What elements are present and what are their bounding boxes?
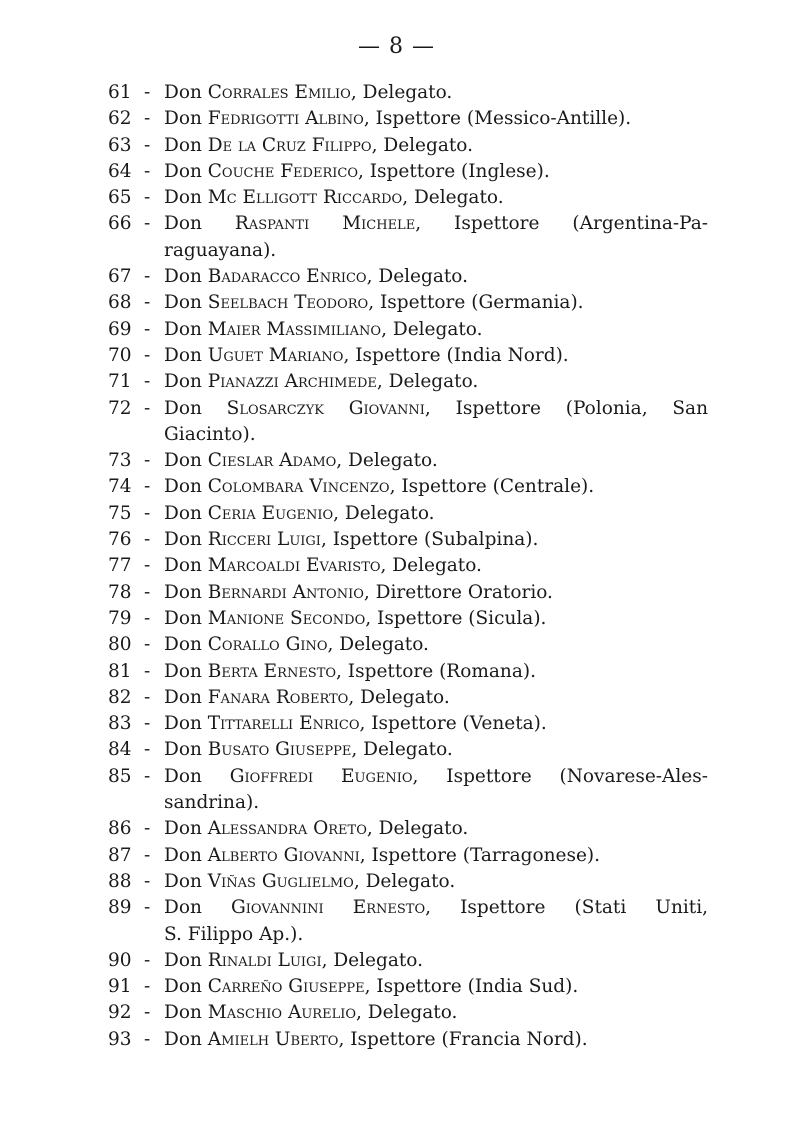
entry-dash: - bbox=[144, 187, 151, 209]
list-item bbox=[108, 711, 708, 737]
entry-name: Mc Elligott Riccardo bbox=[207, 187, 403, 209]
entry-line bbox=[164, 843, 708, 869]
entry-role: , Ispettore (Argentina-Pa- bbox=[415, 213, 708, 235]
entry-text bbox=[164, 948, 708, 974]
list-item bbox=[108, 211, 708, 264]
entry-number: 78 bbox=[108, 581, 132, 603]
entry-number: 77 bbox=[108, 555, 132, 577]
list-item bbox=[108, 80, 708, 106]
list-item bbox=[108, 317, 708, 343]
entry-title: Don bbox=[164, 897, 202, 919]
entry-dash: - bbox=[144, 870, 151, 892]
entry-name: Giovannini Ernesto bbox=[230, 897, 426, 919]
list-item bbox=[108, 816, 708, 842]
entry-number: 87 bbox=[108, 844, 132, 866]
entry-text bbox=[164, 317, 708, 343]
entry-line bbox=[164, 685, 708, 711]
entry-name: Ricceri Luigi bbox=[207, 529, 321, 551]
list-item bbox=[108, 659, 708, 685]
list-item bbox=[108, 632, 708, 658]
entry-line bbox=[164, 106, 708, 132]
entry-title: Don bbox=[164, 344, 202, 366]
entry-text bbox=[164, 553, 708, 579]
list-item bbox=[108, 1000, 708, 1026]
entry-text bbox=[164, 632, 708, 658]
entry-line bbox=[164, 80, 708, 106]
entry-title: Don bbox=[164, 134, 202, 156]
entry-role: , Delegato. bbox=[381, 318, 483, 340]
entry-role: , Ispettore (Sicula). bbox=[365, 607, 547, 629]
entry-role: , Ispettore (Veneta). bbox=[359, 713, 547, 735]
entry-title: Don bbox=[164, 686, 202, 708]
entry-line bbox=[164, 895, 708, 921]
entry-role: , Delegato. bbox=[402, 187, 504, 209]
entry-role: , Delegato. bbox=[336, 450, 438, 472]
entry-name: Bernardi Antonio bbox=[207, 581, 364, 603]
entry-name: Colombara Vincenzo bbox=[207, 476, 390, 498]
list-item bbox=[108, 185, 708, 211]
entry-continuation: Giacinto). bbox=[164, 423, 256, 445]
list-item bbox=[108, 843, 708, 869]
entry-role: , Ispettore (Tarragonese). bbox=[359, 844, 601, 866]
entry-role: , Ispettore (India Sud). bbox=[364, 976, 579, 998]
list-item bbox=[108, 501, 708, 527]
entry-title: Don bbox=[164, 634, 202, 656]
entry-dash: - bbox=[144, 292, 151, 314]
entry-line bbox=[164, 369, 708, 395]
entry-role: , Delegato. bbox=[380, 555, 482, 577]
list-item bbox=[108, 290, 708, 316]
entry-dash: - bbox=[144, 739, 151, 761]
entry-text bbox=[164, 895, 708, 948]
entry-name: Rinaldi Luigi bbox=[207, 949, 322, 971]
entry-line bbox=[164, 211, 708, 237]
entry-line bbox=[164, 159, 708, 185]
entry-number: 70 bbox=[108, 344, 132, 366]
list-item bbox=[108, 685, 708, 711]
entry-text bbox=[164, 80, 708, 106]
entry-line bbox=[164, 632, 708, 658]
entry-name: Marcoaldi Evaristo bbox=[207, 555, 381, 577]
entry-text bbox=[164, 396, 708, 449]
entry-role: , Delegato. bbox=[371, 134, 474, 156]
entry-dash: - bbox=[144, 529, 151, 551]
list-item bbox=[108, 264, 708, 290]
entry-dash: - bbox=[144, 82, 151, 103]
entry-number: 73 bbox=[108, 450, 132, 472]
entry-role: , Delegato. bbox=[350, 82, 453, 103]
list-item bbox=[108, 133, 708, 159]
entry-dash: - bbox=[144, 344, 151, 366]
entry-name: Corrales Emilio bbox=[207, 82, 351, 103]
entry-title: Don bbox=[164, 266, 202, 288]
list-item bbox=[108, 869, 708, 895]
entry-number: 84 bbox=[108, 739, 132, 761]
entry-dash: - bbox=[144, 634, 151, 656]
entry-line bbox=[164, 343, 708, 369]
entry-text bbox=[164, 106, 708, 132]
entry-title: Don bbox=[164, 187, 202, 209]
entry-name: Cieslar Adamo bbox=[207, 450, 337, 472]
entry-dash: - bbox=[144, 160, 151, 182]
entry-dash: - bbox=[144, 213, 151, 235]
entry-text bbox=[164, 580, 708, 606]
entry-name: Alberto Giovanni bbox=[207, 844, 360, 866]
entry-number: 69 bbox=[108, 318, 132, 340]
entry-name: Amielh Uberto bbox=[207, 1028, 339, 1050]
list-item bbox=[108, 974, 708, 1000]
entry-text bbox=[164, 185, 708, 211]
entry-dash: - bbox=[144, 686, 151, 708]
entry-dash: - bbox=[144, 397, 151, 419]
list-item bbox=[108, 895, 708, 948]
entry-dash: - bbox=[144, 1002, 151, 1024]
entry-title: Don bbox=[164, 713, 202, 735]
entry-name: Busato Giuseppe bbox=[207, 739, 352, 761]
entry-dash: - bbox=[144, 765, 151, 787]
entry-line bbox=[164, 185, 708, 211]
entry-role: , Delegato. bbox=[348, 686, 450, 708]
entry-number: 93 bbox=[108, 1028, 132, 1050]
entry-text bbox=[164, 211, 708, 264]
entry-text bbox=[164, 343, 708, 369]
entry-name: Slosarczyk Giovanni bbox=[226, 397, 425, 419]
entry-number: 66 bbox=[108, 213, 132, 235]
entry-name: Uguet Mariano bbox=[207, 344, 344, 366]
entry-name: Ceria Eugenio bbox=[207, 502, 334, 524]
entry-title: Don bbox=[164, 397, 202, 419]
entry-role: , Delegato. bbox=[376, 371, 479, 393]
entry-number: 83 bbox=[108, 713, 132, 735]
entry-title: Don bbox=[164, 476, 202, 498]
entry-line bbox=[164, 737, 708, 763]
entry-dash: - bbox=[144, 266, 151, 288]
entry-name: Seelbach Teodoro bbox=[207, 292, 369, 314]
entry-line bbox=[164, 711, 708, 737]
entry-title: Don bbox=[164, 660, 202, 682]
entry-line bbox=[164, 816, 708, 842]
entry-number: 74 bbox=[108, 476, 132, 498]
entry-title: Don bbox=[164, 976, 202, 998]
list-item bbox=[108, 764, 708, 817]
entry-dash: - bbox=[144, 660, 151, 682]
entry-dash: - bbox=[144, 555, 151, 577]
entry-text bbox=[164, 974, 708, 1000]
entry-dash: - bbox=[144, 108, 151, 130]
list-item bbox=[108, 553, 708, 579]
entry-dash: - bbox=[144, 502, 151, 524]
entry-text bbox=[164, 1000, 708, 1026]
entry-role: , Ispettore (India Nord). bbox=[343, 344, 569, 366]
entry-line bbox=[164, 501, 708, 527]
entry-role: , Ispettore (Romana). bbox=[336, 660, 536, 682]
list-item bbox=[108, 1027, 708, 1053]
entry-continuation: sandrina). bbox=[164, 792, 260, 814]
entry-title: Don bbox=[164, 160, 202, 182]
entry-title: Don bbox=[164, 607, 202, 629]
entry-text bbox=[164, 606, 708, 632]
entry-role: , Delegato. bbox=[353, 870, 456, 892]
entry-line bbox=[164, 474, 708, 500]
entry-line bbox=[164, 264, 708, 290]
entry-name: Raspanti Michele bbox=[234, 213, 416, 235]
list-item bbox=[108, 474, 708, 500]
entry-text bbox=[164, 474, 708, 500]
entry-number: 62 bbox=[108, 108, 132, 130]
entry-line bbox=[164, 1027, 708, 1053]
entry-dash: - bbox=[144, 371, 151, 393]
entry-text bbox=[164, 659, 708, 685]
entry-dash: - bbox=[144, 818, 151, 840]
entry-number: 85 bbox=[108, 765, 132, 787]
list-item bbox=[108, 527, 708, 553]
entry-line bbox=[164, 317, 708, 343]
entry-line bbox=[164, 764, 708, 790]
list-item bbox=[108, 948, 708, 974]
entry-text bbox=[164, 159, 708, 185]
entry-continuation: S. Filippo Ap.). bbox=[164, 923, 304, 945]
entry-name: Corallo Gino bbox=[207, 634, 328, 656]
entry-dash: - bbox=[144, 607, 151, 629]
entry-name: Badaracco Enrico bbox=[207, 266, 367, 288]
entry-title: Don bbox=[164, 82, 202, 103]
entry-title: Don bbox=[164, 318, 202, 340]
entry-name: Alessandra Oreto bbox=[207, 818, 367, 840]
entry-dash: - bbox=[144, 976, 151, 998]
list-item bbox=[108, 159, 708, 185]
entry-line bbox=[164, 1000, 708, 1026]
entry-title: Don bbox=[164, 739, 202, 761]
entry-line bbox=[164, 133, 708, 159]
list-item bbox=[108, 448, 708, 474]
entry-text bbox=[164, 764, 708, 817]
entry-title: Don bbox=[164, 1028, 202, 1050]
entry-number: 75 bbox=[108, 502, 132, 524]
entry-line bbox=[164, 974, 708, 1000]
entry-line bbox=[164, 396, 708, 422]
entry-title: Don bbox=[164, 870, 202, 892]
entry-dash: - bbox=[144, 897, 151, 919]
entry-number: 72 bbox=[108, 397, 132, 419]
entry-line bbox=[164, 580, 708, 606]
entry-name: Gioffredi Eugenio bbox=[229, 765, 413, 787]
entry-role: , Ispettore (Subalpina). bbox=[320, 529, 539, 551]
entry-dash: - bbox=[144, 949, 151, 971]
entry-name: Couche Federico bbox=[207, 160, 358, 182]
entry-role: , Ispettore (Polonia, San bbox=[424, 397, 708, 419]
entry-text bbox=[164, 501, 708, 527]
entry-number: 91 bbox=[108, 976, 132, 998]
entry-role: , Ispettore (Messico-Antille). bbox=[363, 108, 632, 130]
list-item bbox=[108, 106, 708, 132]
entry-dash: - bbox=[144, 581, 151, 603]
entry-number: 88 bbox=[108, 870, 132, 892]
list-item bbox=[108, 580, 708, 606]
entry-text bbox=[164, 816, 708, 842]
entry-dash: - bbox=[144, 476, 151, 498]
entry-line bbox=[164, 527, 708, 553]
entry-title: Don bbox=[164, 844, 202, 866]
entry-title: Don bbox=[164, 213, 202, 235]
entry-name: Maschio Aurelio bbox=[207, 1002, 356, 1024]
entry-dash: - bbox=[144, 1028, 151, 1050]
entry-dash: - bbox=[144, 713, 151, 735]
entry-role: , Delegato. bbox=[351, 739, 453, 761]
entry-role: , Delegato. bbox=[366, 266, 469, 288]
entry-name: Carreño Giuseppe bbox=[207, 976, 365, 998]
entry-role: , Direttore Oratorio. bbox=[363, 581, 553, 603]
entry-text bbox=[164, 369, 708, 395]
entry-text bbox=[164, 737, 708, 763]
entry-dash: - bbox=[144, 844, 151, 866]
entry-number: 61 bbox=[108, 82, 132, 103]
entry-name: Pianazzi Archimede bbox=[207, 371, 377, 393]
entry-name: De la Cruz Filippo bbox=[207, 134, 372, 156]
entry-role: , Ispettore (Novarese-Ales- bbox=[412, 765, 708, 787]
entry-role: , Ispettore (Francia Nord). bbox=[338, 1028, 588, 1050]
entry-number: 67 bbox=[108, 266, 132, 288]
entry-line bbox=[164, 290, 708, 316]
entry-line bbox=[164, 553, 708, 579]
entry-number: 90 bbox=[108, 949, 132, 971]
entry-name: Fanara Roberto bbox=[207, 686, 349, 708]
entry-title: Don bbox=[164, 502, 202, 524]
entry-name: Fedrigotti Albino bbox=[207, 108, 364, 130]
entry-number: 92 bbox=[108, 1002, 132, 1024]
entry-text bbox=[164, 527, 708, 553]
entry-number: 63 bbox=[108, 134, 132, 156]
entry-title: Don bbox=[164, 292, 202, 314]
entry-role: , Ispettore (Germania). bbox=[368, 292, 584, 314]
entry-name: Tittarelli Enrico bbox=[207, 713, 360, 735]
entry-number: 86 bbox=[108, 818, 132, 840]
entry-name: Maier Massimiliano bbox=[207, 318, 382, 340]
entry-title: Don bbox=[164, 765, 202, 787]
entry-text bbox=[164, 448, 708, 474]
list-item bbox=[108, 737, 708, 763]
list-item bbox=[108, 396, 708, 449]
list-item bbox=[108, 343, 708, 369]
list-item bbox=[108, 369, 708, 395]
entry-role: , Ispettore (Centrale). bbox=[389, 476, 595, 498]
entry-line bbox=[164, 448, 708, 474]
entry-name: Manione Secondo bbox=[207, 607, 366, 629]
entry-role: , Delegato. bbox=[333, 502, 435, 524]
entry-title: Don bbox=[164, 450, 202, 472]
entry-role: , Delegato. bbox=[321, 949, 423, 971]
entry-text bbox=[164, 869, 708, 895]
entry-text bbox=[164, 711, 708, 737]
entry-name: Berta Ernesto bbox=[207, 660, 337, 682]
entry-number: 81 bbox=[108, 660, 132, 682]
entry-title: Don bbox=[164, 949, 202, 971]
entry-title: Don bbox=[164, 1002, 202, 1024]
entry-number: 79 bbox=[108, 607, 132, 629]
entries-list bbox=[108, 80, 708, 1053]
entry-line bbox=[164, 606, 708, 632]
entry-line bbox=[164, 948, 708, 974]
entry-dash: - bbox=[144, 134, 151, 156]
entry-continuation: raguayana). bbox=[164, 239, 277, 261]
entry-role: , Delegato. bbox=[366, 818, 469, 840]
entry-number: 82 bbox=[108, 686, 132, 708]
entry-title: Don bbox=[164, 371, 202, 393]
list-item bbox=[108, 606, 708, 632]
entry-role: , Delegato. bbox=[356, 1002, 458, 1024]
entry-text bbox=[164, 264, 708, 290]
entry-number: 89 bbox=[108, 897, 132, 919]
entry-title: Don bbox=[164, 108, 202, 130]
entry-text bbox=[164, 1027, 708, 1053]
entry-number: 80 bbox=[108, 634, 132, 656]
entry-number: 65 bbox=[108, 187, 132, 209]
entry-text bbox=[164, 290, 708, 316]
entry-number: 76 bbox=[108, 529, 132, 551]
entry-dash: - bbox=[144, 450, 151, 472]
entry-role: , Ispettore (Inglese). bbox=[357, 160, 550, 182]
entry-title: Don bbox=[164, 555, 202, 577]
entry-name: Viñas Guglielmo bbox=[207, 870, 354, 892]
entry-text bbox=[164, 685, 708, 711]
entry-number: 68 bbox=[108, 292, 132, 314]
entry-text bbox=[164, 843, 708, 869]
entry-number: 64 bbox=[108, 160, 132, 182]
entry-role: , Delegato. bbox=[327, 634, 429, 656]
entry-title: Don bbox=[164, 529, 202, 551]
entry-title: Don bbox=[164, 818, 202, 840]
entry-line bbox=[164, 869, 708, 895]
entry-title: Don bbox=[164, 581, 202, 603]
entry-number: 71 bbox=[108, 371, 132, 393]
entry-role: , Ispettore (Stati Uniti, bbox=[425, 897, 709, 919]
entry-dash: - bbox=[144, 318, 151, 340]
page-number: — 8 — bbox=[358, 34, 435, 59]
entry-text bbox=[164, 133, 708, 159]
entry-line bbox=[164, 659, 708, 685]
